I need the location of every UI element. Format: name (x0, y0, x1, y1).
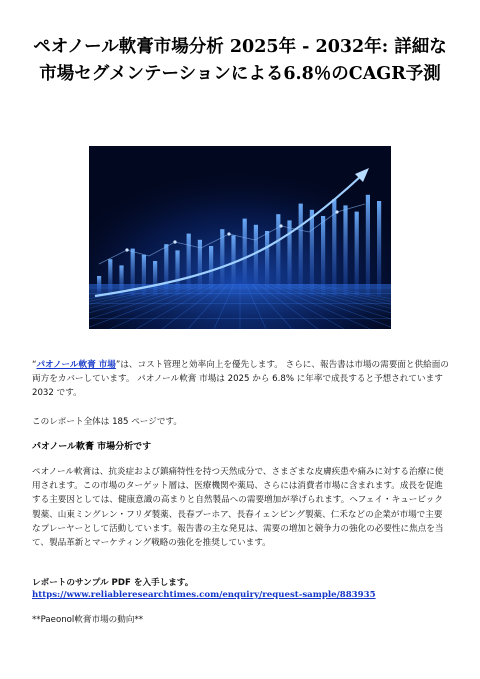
analysis-text: ペオノール軟膏は、抗炎症および鎮痛特性を持つ天然成分で、さまざまな皮膚疾患や痛みに対する治療に使用されます。この市場のターゲット層は、医療機関や薬局、さらには消費者市場に含まれます。成長を促進する主要因としては、健康意識の高まりと自然製品への需要増加が挙げられます。ヘフェイ・キュービック製薬、山東ミングレン・フリダ製薬、長春プーホア、長春イェンピング製薬、仁禾などの企業が市場で主要なプレーヤーとして活動しています。報告書の主な発見は、需要の増加と競争力の強化の必要性に焦点を当て、製品革新とマーケティング戦略の強化を推奨しています。 (32, 467, 444, 549)
chart-bar (310, 210, 314, 296)
page-count-paragraph (32, 415, 450, 429)
analysis-heading: パオノール軟膏 市場分析です (32, 442, 152, 452)
sample-request-link[interactable]: https://www.reliableresearchtimes.com/enquiry/request-sample/883935 (32, 590, 376, 600)
growth-chart-illustration (89, 146, 391, 329)
market-link[interactable]: パオノール軟膏 市場 (36, 360, 116, 370)
chart-bar (343, 205, 347, 296)
sample-paragraph (32, 577, 450, 601)
chart-bar (377, 201, 381, 296)
chart-bar (355, 212, 359, 296)
chart-bar (366, 195, 370, 296)
hero-growth-chart-image (89, 146, 391, 329)
quote-mark: “ (32, 360, 37, 370)
intro-text: ”は、コスト管理と効率向上を優先します。 さらに、報告書は市場の需要面と供給面の両方をカバーしています。 パオノール軟膏 市場は 2025 から 6.8% に年率で成長すると予想されています2032 です。 (32, 360, 449, 399)
page-count-text: このレポート全体は 185 ページです。 (32, 417, 182, 427)
chart-bar (299, 204, 303, 296)
analysis-paragraph (32, 465, 450, 550)
page-title: ペオノール軟膏市場分析 2025年 - 2032年: 詳細な市場セグメンテーションによる6.8％のCAGR予測 (33, 37, 447, 84)
trends-heading: **Paeonol軟膏市場の動向** (32, 615, 144, 625)
sample-label: レポートのサンプル PDF を入手します。 (32, 578, 194, 588)
intro-paragraph (32, 358, 450, 401)
